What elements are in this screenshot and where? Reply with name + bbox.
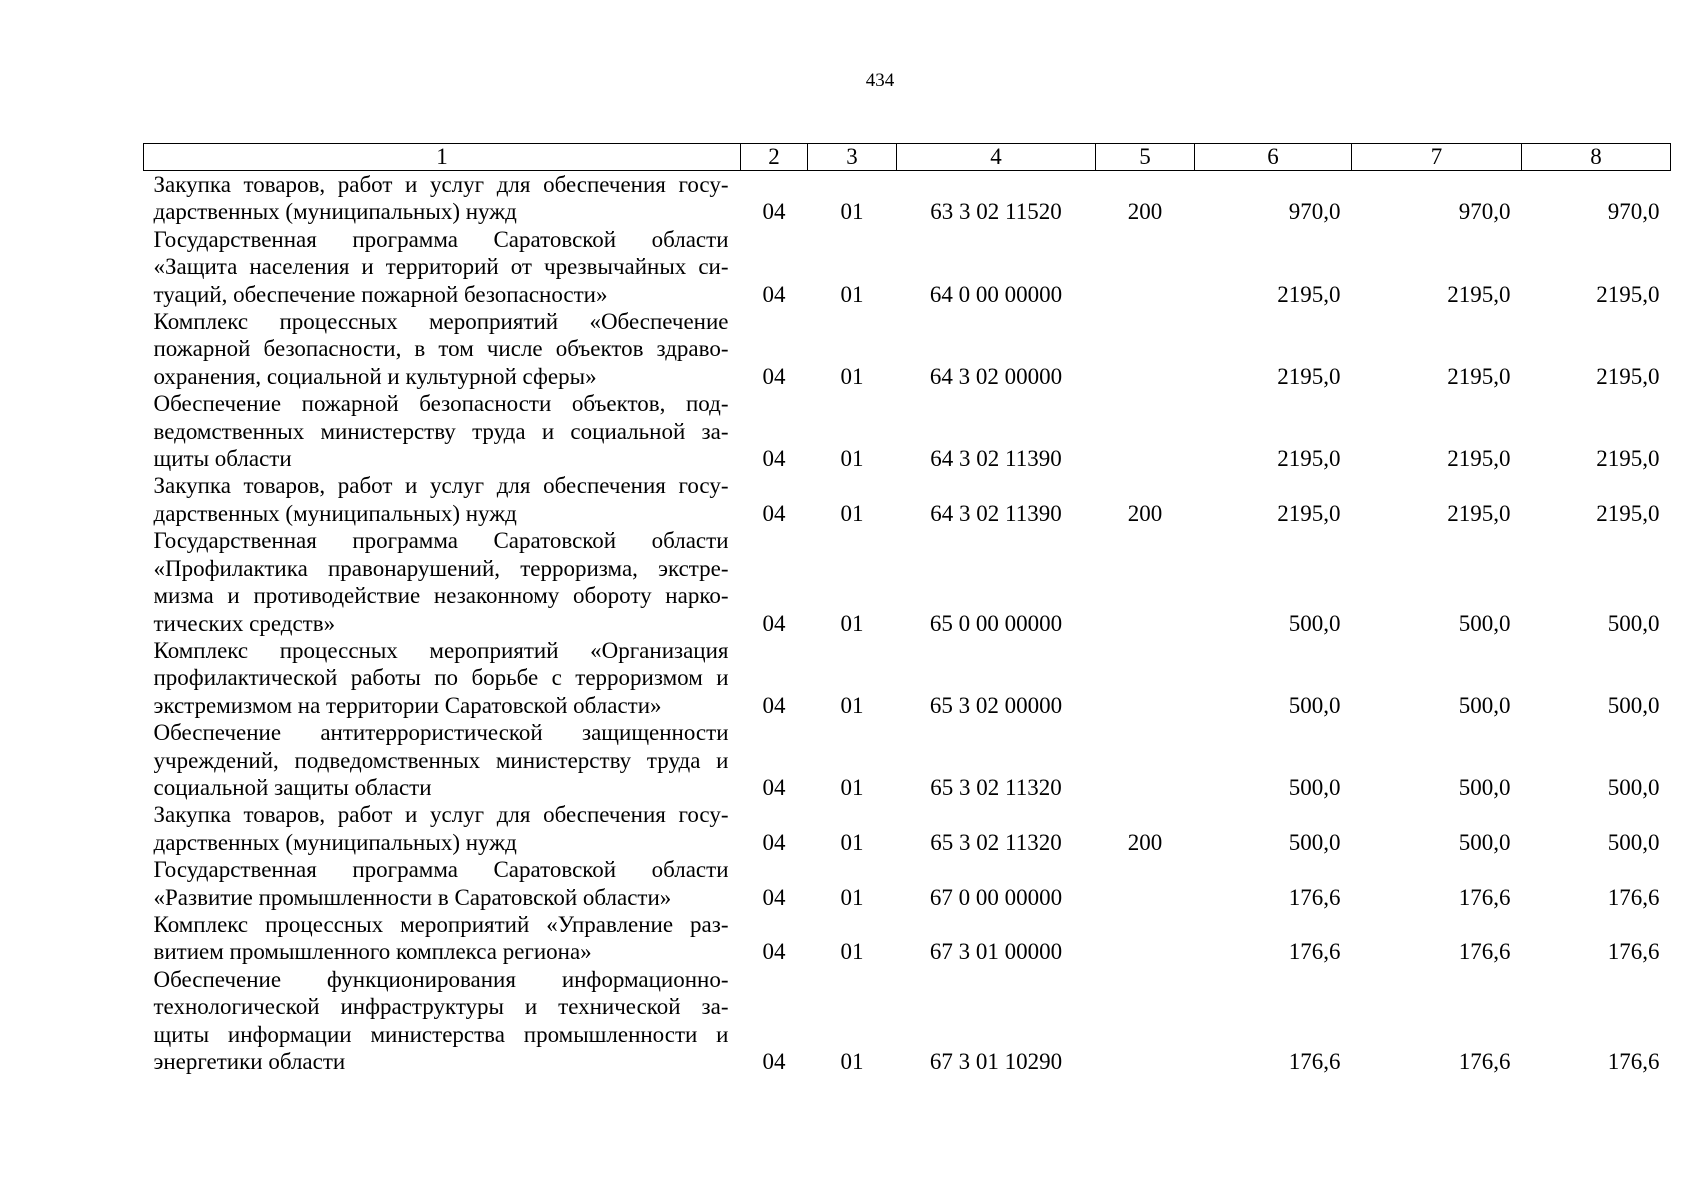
table-row [144, 527, 1671, 637]
table-row [144, 171, 1671, 226]
table-row [144, 308, 1671, 390]
description-line: Комплекс процессных мероприятий «Обеспечение [153, 309, 729, 335]
amount-col-7: 500,0 [1458, 774, 1511, 800]
table-body [144, 171, 1671, 1076]
description-line: экстремизмом на территории Саратовской области» [153, 692, 662, 718]
subsection-code: 01 [840, 939, 864, 965]
section-code: 04 [762, 829, 786, 855]
amount-col-8: 2195,0 [1596, 363, 1660, 389]
row-description [144, 637, 741, 719]
amount-col-8: 2195,0 [1596, 281, 1660, 307]
amount-col-6: 500,0 [1288, 829, 1341, 855]
row-description [144, 801, 741, 856]
row-description [144, 472, 741, 527]
row-description [144, 719, 741, 801]
target-article-code: 65 3 02 11320 [930, 829, 1062, 855]
section-code: 04 [762, 446, 786, 472]
description-line: дарственных (муниципальных) нужд [153, 199, 517, 225]
subsection-code: 01 [840, 363, 864, 389]
target-article-code: 64 0 00 00000 [929, 281, 1063, 307]
row-description [144, 911, 741, 966]
section-code: 04 [762, 500, 786, 526]
amount-col-7: 2195,0 [1447, 281, 1511, 307]
column-header-7: 7 [1352, 144, 1522, 171]
table-row [144, 966, 1671, 1076]
table-row [144, 719, 1671, 801]
target-article-code: 65 3 02 00000 [929, 692, 1063, 718]
description-line: Закупка товаров, работ и услуг для обеспечения госу- [153, 802, 729, 828]
description-line: «Развитие промышленности в Саратовской области» [153, 884, 672, 910]
amount-col-8: 500,0 [1607, 774, 1660, 800]
target-article-code: 64 3 02 11390 [930, 446, 1062, 472]
description-line: технологической инфраструктуры и технической за- [153, 994, 729, 1020]
description-line: щиты области [153, 446, 292, 472]
description-line: тических средств» [153, 610, 336, 636]
amount-col-6: 970,0 [1288, 199, 1341, 225]
description-line: Обеспечение пожарной безопасности объектов, под- [153, 391, 729, 417]
subsection-code: 01 [840, 500, 864, 526]
description-line: Государственная программа Саратовской области [153, 226, 729, 252]
amount-col-6: 2195,0 [1277, 363, 1341, 389]
expense-type-code [1096, 527, 1195, 637]
subsection-code: 01 [840, 1049, 864, 1074]
amount-col-7: 176,6 [1458, 884, 1511, 910]
description-line: Закупка товаров, работ и услуг для обеспечения госу- [153, 473, 729, 499]
amount-col-7: 2195,0 [1447, 446, 1511, 472]
description-line: Государственная программа Саратовской области [153, 528, 729, 554]
description-line: Обеспечение функционирования информационно- [153, 966, 729, 992]
section-code: 04 [762, 884, 786, 910]
description-line: профилактической работы по борьбе с терроризмом и [153, 665, 729, 691]
row-description [144, 226, 741, 308]
expense-type-code [1096, 856, 1195, 911]
expense-type-code [1096, 911, 1195, 966]
amount-col-7: 176,6 [1458, 1049, 1511, 1074]
description-line: учреждений, подведомственных министерству труда и [153, 747, 729, 773]
row-description [144, 390, 741, 472]
amount-col-7: 500,0 [1458, 692, 1511, 718]
description-line: Обеспечение антитеррористической защищенности [153, 720, 729, 746]
section-code: 04 [762, 363, 786, 389]
amount-col-6: 500,0 [1288, 774, 1341, 800]
table-row [144, 637, 1671, 719]
section-code: 04 [762, 1049, 786, 1074]
amount-col-7: 2195,0 [1447, 500, 1511, 526]
table-row [144, 390, 1671, 472]
page-number: 434 [865, 70, 895, 91]
subsection-code: 01 [840, 774, 864, 800]
amount-col-6: 500,0 [1288, 692, 1341, 718]
expense-type-code: 200 [1127, 829, 1163, 855]
description-line: охранения, социальной и культурной сферы» [153, 363, 597, 389]
expense-type-code [1096, 637, 1195, 719]
description-line: ведомственных министерству труда и социальной за- [153, 418, 729, 444]
column-header-3: 3 [808, 144, 897, 171]
amount-col-8: 176,6 [1607, 1049, 1660, 1074]
target-article-code: 67 0 00 00000 [929, 884, 1063, 910]
amount-col-7: 2195,0 [1447, 363, 1511, 389]
column-header-6: 6 [1195, 144, 1352, 171]
row-description [144, 856, 741, 911]
target-article-code: 64 3 02 00000 [929, 363, 1063, 389]
target-article-code: 67 3 01 10290 [929, 1049, 1063, 1074]
amount-col-6: 500,0 [1288, 610, 1341, 636]
description-line: социальной защиты области [153, 774, 432, 800]
section-code: 04 [762, 774, 786, 800]
column-header-8: 8 [1522, 144, 1671, 171]
amount-col-7: 970,0 [1458, 199, 1511, 225]
subsection-code: 01 [840, 692, 864, 718]
target-article-code: 63 3 02 11520 [930, 199, 1062, 225]
section-code: 04 [762, 199, 786, 225]
target-article-code: 65 3 02 11320 [930, 774, 1062, 800]
description-line: дарственных (муниципальных) нужд [153, 500, 517, 526]
expense-type-code [1096, 390, 1195, 472]
target-article-code: 67 3 01 00000 [929, 939, 1063, 965]
budget-table [143, 143, 1671, 1075]
description-line: «Защита населения и территорий от чрезвычайных си- [153, 254, 729, 280]
subsection-code: 01 [840, 884, 864, 910]
table-header [144, 144, 1671, 171]
description-line: Закупка товаров, работ и услуг для обеспечения госу- [153, 172, 729, 197]
subsection-code: 01 [840, 281, 864, 307]
column-header-1: 1 [144, 144, 741, 171]
description-line: Комплекс процессных мероприятий «Управление раз- [153, 911, 729, 937]
amount-col-6: 2195,0 [1277, 500, 1341, 526]
amount-col-8: 500,0 [1607, 610, 1660, 636]
expense-type-code [1096, 966, 1195, 1076]
section-code: 04 [762, 610, 786, 636]
expense-type-code [1096, 719, 1195, 801]
description-line: туаций, обеспечение пожарной безопасности» [153, 281, 608, 307]
section-code: 04 [762, 281, 786, 307]
table-row [144, 856, 1671, 911]
amount-col-8: 500,0 [1607, 829, 1660, 855]
amount-col-8: 176,6 [1607, 939, 1660, 965]
description-line: щиты информации министерства промышленности и [153, 1021, 729, 1047]
description-line: витием промышленного комплекса региона» [153, 939, 592, 965]
amount-col-6: 176,6 [1288, 939, 1341, 965]
amount-col-7: 176,6 [1458, 939, 1511, 965]
table-row [144, 226, 1671, 308]
column-header-4: 4 [897, 144, 1096, 171]
description-line: Государственная программа Саратовской области [153, 857, 729, 883]
description-line: дарственных (муниципальных) нужд [153, 829, 517, 855]
expense-type-code [1096, 226, 1195, 308]
description-line: мизма и противодействие незаконному обороту нарко- [153, 583, 729, 609]
amount-col-6: 176,6 [1288, 1049, 1341, 1074]
description-line: энергетики области [153, 1049, 346, 1074]
table-row [144, 472, 1671, 527]
row-description [144, 527, 741, 637]
amount-col-6: 2195,0 [1277, 446, 1341, 472]
amount-col-8: 970,0 [1607, 199, 1660, 225]
amount-col-8: 2195,0 [1596, 500, 1660, 526]
subsection-code: 01 [840, 829, 864, 855]
subsection-code: 01 [840, 610, 864, 636]
description-line: «Профилактика правонарушений, терроризма, экстре- [153, 555, 729, 581]
row-description [144, 966, 741, 1076]
column-header-5: 5 [1096, 144, 1195, 171]
description-line: Комплекс процессных мероприятий «Организация [153, 637, 729, 663]
subsection-code: 01 [840, 446, 864, 472]
target-article-code: 64 3 02 11390 [930, 500, 1062, 526]
amount-col-6: 2195,0 [1277, 281, 1341, 307]
amount-col-8: 2195,0 [1596, 446, 1660, 472]
table-row [144, 911, 1671, 966]
amount-col-7: 500,0 [1458, 829, 1511, 855]
expense-type-code: 200 [1127, 500, 1163, 526]
header-row [144, 144, 1671, 171]
row-description [144, 308, 741, 390]
amount-col-8: 176,6 [1607, 884, 1660, 910]
subsection-code: 01 [840, 199, 864, 225]
target-article-code: 65 0 00 00000 [929, 610, 1063, 636]
description-line: пожарной безопасности, в том числе объектов здраво- [153, 336, 729, 362]
row-description [144, 171, 741, 226]
amount-col-6: 176,6 [1288, 884, 1341, 910]
expense-type-code [1096, 308, 1195, 390]
section-code: 04 [762, 939, 786, 965]
section-code: 04 [762, 692, 786, 718]
column-header-2: 2 [741, 144, 808, 171]
table-row [144, 801, 1671, 856]
expense-type-code: 200 [1127, 199, 1163, 225]
amount-col-8: 500,0 [1607, 692, 1660, 718]
amount-col-7: 500,0 [1458, 610, 1511, 636]
